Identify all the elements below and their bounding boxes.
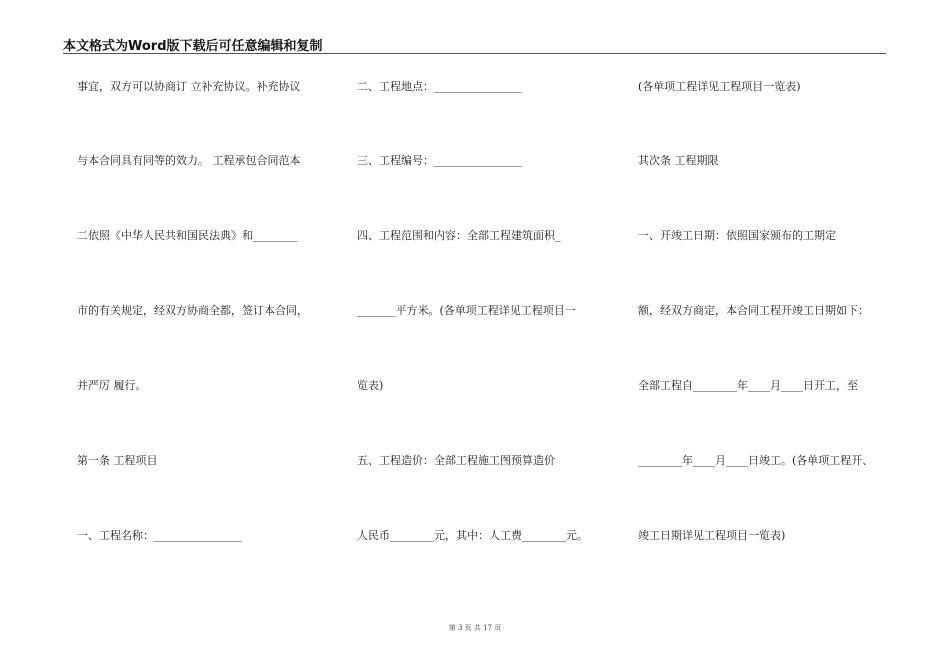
text-line: (各单项工程详见工程项目一览表) — [638, 80, 801, 93]
text-line: 四、工程范围和内容：全部工程建筑面积_ — [357, 229, 561, 242]
text-line: 人民币________元，其中：人工费________元。 — [357, 529, 588, 542]
page-number: 第 3 页 共 17 页 — [448, 624, 502, 632]
header-title: 本文格式为Word版下载后可任意编辑和复制 — [63, 39, 323, 54]
text-line: 二依照《中华人民共和国民法典》和________ — [77, 229, 297, 242]
text-line: 一、开竣工日期：依照国家颁布的工期定 — [638, 229, 836, 242]
section-heading: 第一条 工程项目 — [77, 454, 158, 467]
text-line: 三、工程编号：________________ — [357, 154, 522, 167]
text-line: ________年____月____日竣工。(各单项工程开、 — [638, 454, 874, 467]
text-line: 市的有关规定，经双方协商全都，签订本合同， — [77, 304, 308, 317]
text-line: 一、工程名称：________________ — [77, 529, 242, 542]
section-heading: 其次条 工程期限 — [638, 154, 719, 167]
page-header — [63, 34, 886, 54]
text-line: 额，经双方商定，本合同工程开竣工日期如下： — [638, 304, 869, 317]
text-line: 并严厉 履行。 — [77, 379, 147, 392]
text-line: 与本合同具有同等的效力。 工程承包合同范本 — [77, 154, 301, 167]
text-line: 全部工程自________年____月____日开工，至 — [638, 379, 858, 392]
text-line: 二、工程地点：________________ — [357, 80, 522, 93]
text-line: 竣工日期详见工程项目一览表) — [638, 529, 786, 542]
text-line: 事宜，双方可以协商订 立补充协议。补充协议 — [77, 80, 301, 93]
text-line: 五、工程造价：全部工程施工图预算造价 — [357, 454, 555, 467]
text-line: _______平方米。(各单项工程详见工程项目一 — [357, 304, 576, 317]
text-line: 览表) — [357, 379, 384, 392]
